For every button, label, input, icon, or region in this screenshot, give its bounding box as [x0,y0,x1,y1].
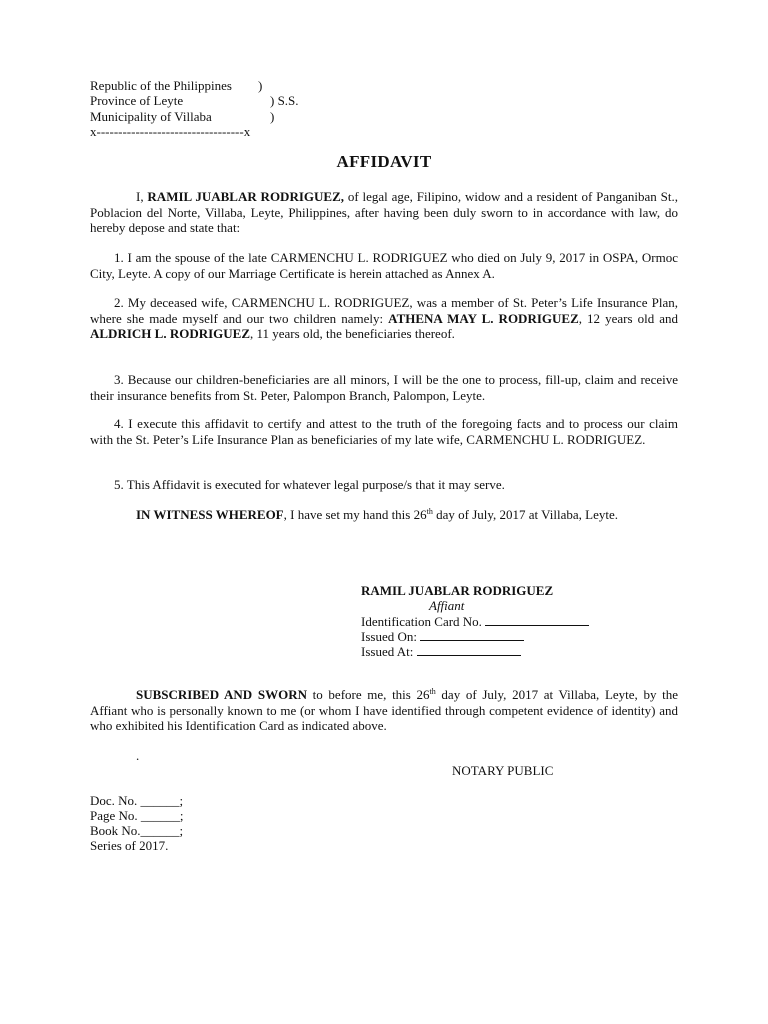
stray-dot: . [136,748,140,763]
venue-province: Province of Leyte [90,93,184,108]
venue-municipality: Municipality of Villaba [90,109,212,124]
intro-post: of legal age, Filipino, widow and a resident of Panganiban St., Poblacion del Norte, Villaba, Leyte, Philippines, after having been duly sworn to in accordance with law, do hereby depose and state that: [90,189,678,235]
affiant-signature-name: RAMIL JUABLAR RODRIGUEZ [361,583,554,598]
venue-bracket: ) [270,109,275,124]
book-no: Book No.______; [90,823,184,838]
child-name-aldrich: ALDRICH L. RODRIGUEZ [90,326,250,341]
affiant-name-inline: RAMIL JUABLAR RODRIGUEZ, [147,189,344,204]
intro-paragraph [90,189,678,236]
issued-on-label: Issued On: [361,629,417,644]
item2-text-e: , 11 years old, the beneficiaries thereof. [250,326,455,341]
issued-at-line [361,644,521,659]
issued-at-label: Issued At: [361,644,414,659]
statement-item-1: 1. I am the spouse of the late CARMENCHU L. RODRIGUEZ who died on July 9, 2017 in OSPA, Ormoc City, Leyte. A copy of our Marriage Certificate is herein attached as Annex A. [90,250,678,281]
witness-clause [90,507,678,523]
notary-public-label: NOTARY PUBLIC [452,763,554,778]
series-year: Series of 2017. [90,838,169,853]
id-card-label: Identification Card No. [361,614,482,629]
item2-text-a: 2. My deceased wife, CARMENCHU L. RODRIGUEZ, was a member of St. Peter’s Life Insurance Plan, where she made myself and our two children namely: [90,295,678,326]
id-card-blank [485,614,589,626]
child-name-athena: ATHENA MAY L. RODRIGUEZ [388,310,579,326]
venue-separator: x----------------------------------x [90,124,251,139]
witness-ordinal: th [426,507,433,516]
doc-no: Doc. No. ______; [90,793,184,808]
issued-on-line [361,629,524,644]
item2-text-c: , 12 years old and [578,310,679,326]
witness-lead: IN WITNESS WHEREOF [136,507,284,522]
statement-item-2 [90,295,678,342]
venue-bracket: ) [258,78,263,93]
witness-text-2: day of July, 2017 at Villaba, Leyte. [432,507,618,522]
affiant-role: Affiant [429,598,465,613]
witness-text-1: , I have set my hand this 26 [283,507,427,522]
jurat-text-2: day of July, 2017 at Villaba, Leyte, by the Affiant who is personally known to me (or whom I have identified through competent evidence of identity) and who exhibited his Identification Card as indicated above. [90,687,679,733]
statement-item-5: 5. This Affidavit is executed for whatever legal purpose/s that it may serve. [114,477,505,492]
jurat-paragraph [90,687,678,734]
jurat-ordinal: th [429,687,436,696]
statement-item-3: 3. Because our children-beneficiaries are all minors, I will be the one to process, fill-up, claim and receive their insurance benefits from St. Peter, Palompon Branch, Palompon, Leyte. [90,372,678,403]
id-card-line [361,614,589,629]
issued-at-blank [417,644,521,656]
intro-pre: I, [136,189,148,204]
statement-item-4: 4. I execute this affidavit to certify and attest to the truth of the foregoing facts and to process our claim with the St. Peter’s Life Insurance Plan as beneficiaries of my late wife, CARMENCHU L. RODRIGUEZ. [90,416,678,447]
venue-ss: ) S.S. [270,93,299,108]
venue-republic: Republic of the Philippines [90,78,232,93]
jurat-text-1: to before me, this 26 [306,687,430,702]
issued-on-blank [420,629,524,641]
page-no: Page No. ______; [90,808,184,823]
document-title: AFFIDAVIT [336,152,432,171]
jurat-lead: SUBSCRIBED AND SWORN [136,687,307,702]
